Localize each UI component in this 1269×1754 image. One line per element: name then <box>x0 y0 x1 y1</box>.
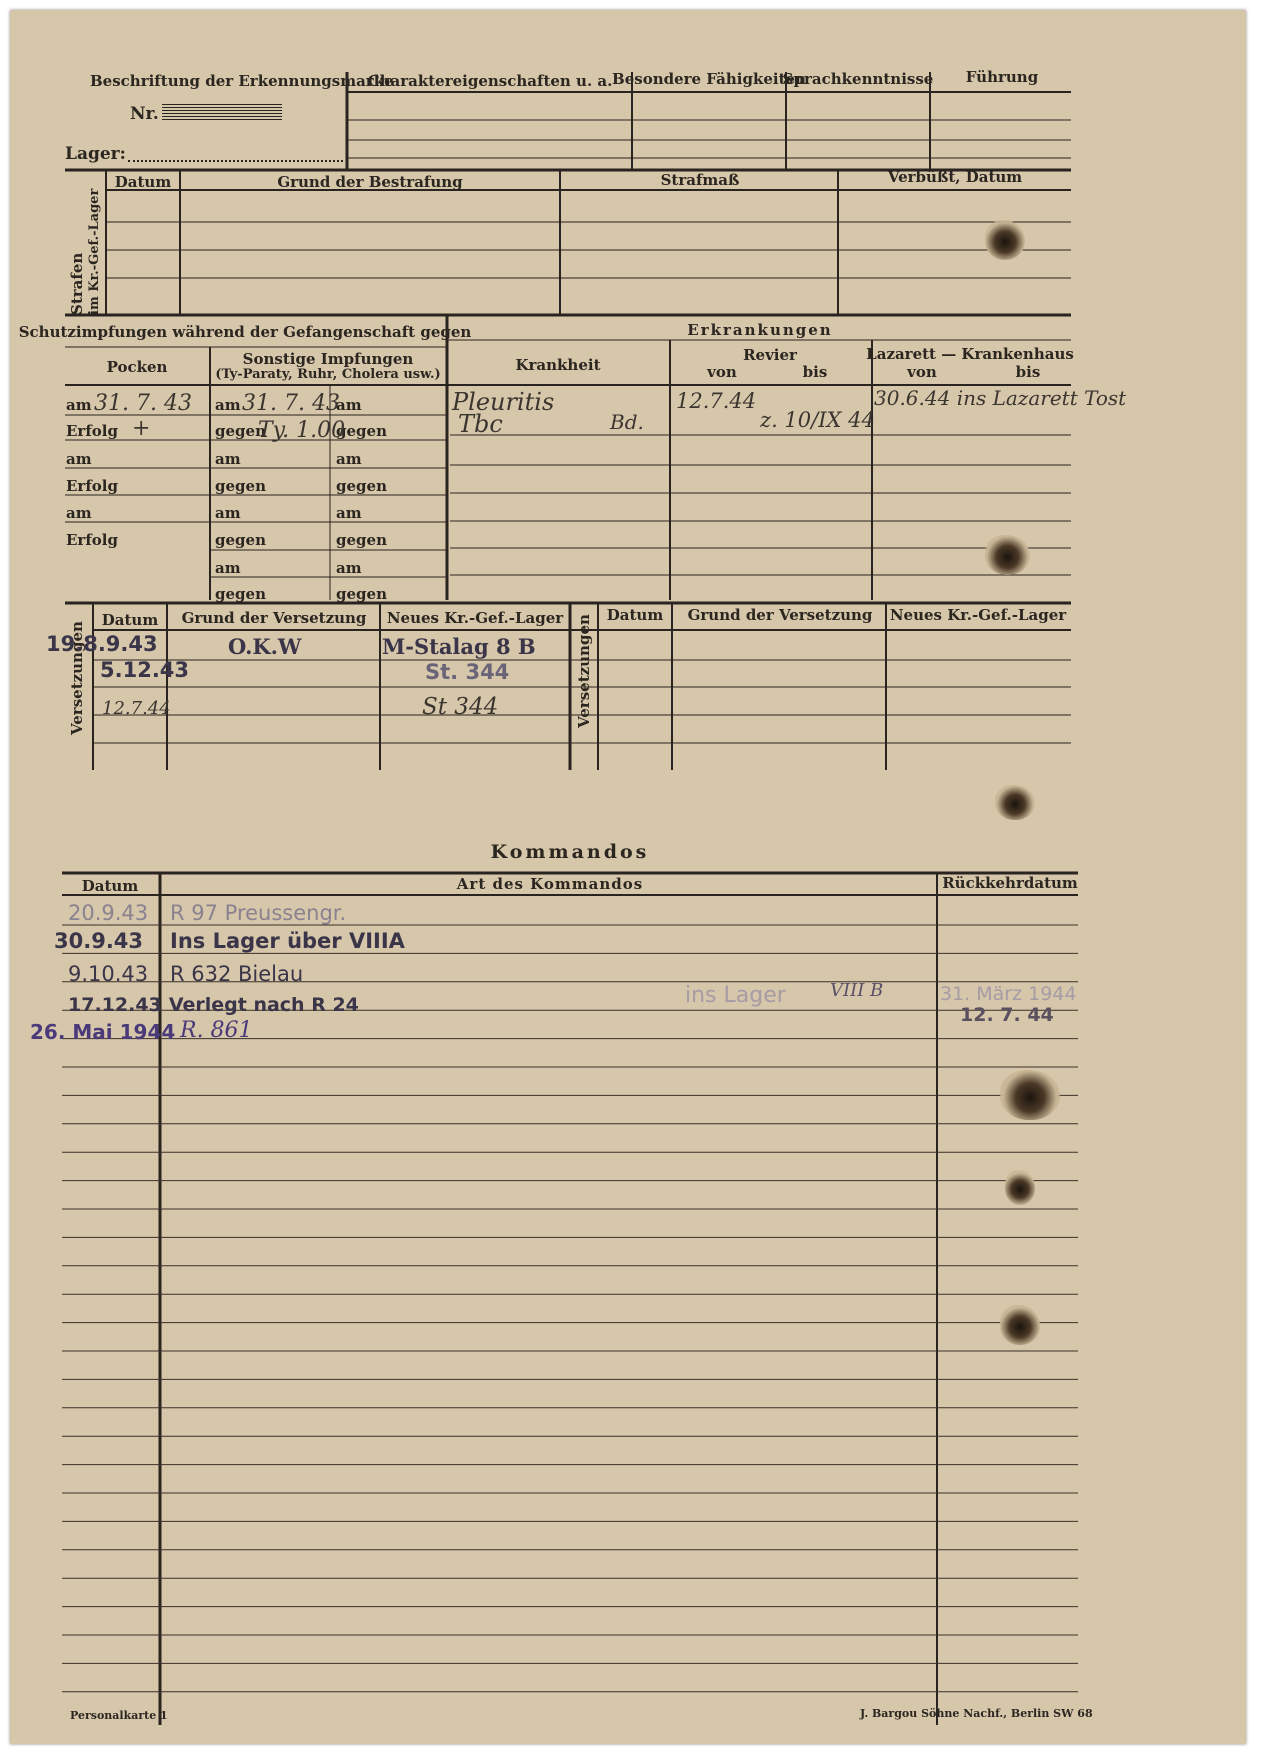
burn-hole-3 <box>995 785 1035 820</box>
lazarett-von: von <box>907 363 937 381</box>
kommando-art-1: R 97 Preussengr. <box>170 901 347 925</box>
col-sonstige-2: (Ty-Paraty, Ruhr, Cholera usw.) <box>215 367 441 382</box>
sonstige-gegen-1: gegen <box>215 422 266 440</box>
col-vers-grund-left: Grund der Versetzung <box>181 609 367 627</box>
hw-sonstige-gegen: Ty. 1.00 <box>258 418 346 443</box>
col-vers-lager-right: Neues Kr.-Gef.-Lager <box>889 606 1067 624</box>
burn-hole-1 <box>985 220 1025 260</box>
col-vers-datum-left: Datum <box>101 611 159 629</box>
kommando-datum-4: 17.12.43 <box>68 994 162 1016</box>
sonstige-am-2: am <box>215 450 241 468</box>
strafen-side-label-1: Strafen <box>68 252 86 315</box>
kommando-datum-1: 20.9.43 <box>68 901 149 925</box>
col-kommando-datum: Datum <box>81 877 139 895</box>
sonstige2-gegen-3: gegen <box>336 531 387 549</box>
col-fuehrung: Führung <box>965 68 1039 86</box>
vers-lager-3: St 344 <box>422 694 499 720</box>
burn-hole-5 <box>1005 1170 1035 1205</box>
pocken-am-2: am <box>66 450 92 468</box>
pocken-erfolg-2: Erfolg <box>66 477 118 495</box>
hw-sonstige-am: 31. 7. 43 <box>242 391 340 416</box>
col-kommando-art: Art des Kommandos <box>456 875 644 893</box>
col-revier: Revier <box>743 346 797 364</box>
col-sonstige-1: Sonstige Impfungen <box>242 350 414 368</box>
hw-pocken-erfolg: + <box>132 416 151 441</box>
col-charakter: Charaktereigenschaften u. a. <box>367 72 613 90</box>
sonstige-gegen-2: gegen <box>215 477 266 495</box>
col-pocken: Pocken <box>106 358 168 376</box>
kommando-datum-3: 9.10.43 <box>68 962 149 986</box>
sonstige2-am-3: am <box>336 504 362 522</box>
col-vers-datum-right: Datum <box>606 606 664 624</box>
col-straf-datum: Datum <box>114 173 172 191</box>
col-lazarett: Lazarett — Krankenhaus <box>866 345 1074 363</box>
col-vers-grund-right: Grund der Versetzung <box>687 606 873 624</box>
nr-label: Nr. <box>130 104 159 124</box>
kommandos-title: Kommandos <box>490 841 650 863</box>
erkennungsmarke-label: Beschriftung der Erkennungsmarke <box>90 72 394 90</box>
lager-dotted-line <box>128 160 343 162</box>
revier-von: von <box>707 363 737 381</box>
footer-right: J. Bargou Söhne Nachf., Berlin SW 68 <box>860 1707 1093 1720</box>
col-sprachen: Sprachkenntnisse <box>782 70 934 88</box>
pocken-am-1: am <box>66 396 92 414</box>
hw-krankheit-2: Tbc <box>458 410 503 438</box>
vers-lager-2: St. 344 <box>425 660 510 684</box>
hw-revier-von: 12.7.44 <box>676 389 757 413</box>
hw-pocken-am: 31. 7. 43 <box>94 391 192 416</box>
rueckkehr-hw: 12. 7. 44 <box>960 1004 1054 1026</box>
footer-left: Personalkarte 1 <box>70 1709 168 1722</box>
hw-lazarett: 30.6.44 ins Lazarett Tost <box>874 386 1127 410</box>
versetzungen-side-label-right: Versetzungen <box>575 614 593 728</box>
hw-revier-bis: z. 10/IX 44 <box>760 408 875 432</box>
lager-label: Lager: <box>65 144 126 164</box>
sonstige-gegen-4: gegen <box>215 585 266 603</box>
col-vers-lager-left: Neues Kr.-Gef.-Lager <box>386 609 564 627</box>
col-faehigkeiten: Besondere Fähigkeiten <box>612 70 806 88</box>
col-rueckkehr: Rückkehrdatum <box>942 874 1078 892</box>
sonstige2-am-2: am <box>336 450 362 468</box>
kommando-art-5: R. 861 <box>180 1018 253 1043</box>
strafen-side-label-2: im Kr.-Gef.-Lager <box>87 188 102 315</box>
lazarett-bis: bis <box>1015 363 1041 381</box>
kommando-art-4: . Verlegt nach R 24 <box>155 994 359 1016</box>
sonstige2-am-1: am <box>336 396 362 414</box>
burn-hole-2 <box>985 535 1030 575</box>
vers-lager-1: M-Stalag 8 B <box>382 634 536 659</box>
sonstige-gegen-3: gegen <box>215 531 266 549</box>
revier-bis: bis <box>802 363 828 381</box>
hw-krankheit-1: Pleuritis <box>452 388 555 416</box>
sonstige2-gegen-1: gegen <box>336 422 387 440</box>
sonstige-am-1: am <box>215 396 241 414</box>
vers-datum-3: 12.7.44 <box>102 698 171 719</box>
sonstige2-gegen-2: gegen <box>336 477 387 495</box>
vers-grund-1: O.K.W <box>228 634 302 659</box>
kommando-datum-5: 26. Mai 1944 <box>30 1020 176 1044</box>
pocken-erfolg-1: Erfolg <box>66 422 118 440</box>
erkrankungen-title: Erkrankungen <box>687 321 833 339</box>
kommando-datum-2: 30.9.43 <box>54 929 144 953</box>
sonstige-am-4: am <box>215 559 241 577</box>
pocken-erfolg-3: Erfolg <box>66 531 118 549</box>
nr-value-lines <box>162 104 282 120</box>
hw-krankheit-3: Bd. <box>610 410 644 434</box>
col-strafmass: Strafmaß <box>660 171 740 189</box>
versetzungen-side-label-left: Versetzungen <box>68 621 86 735</box>
burn-hole-6 <box>1000 1305 1040 1345</box>
col-straf-grund: Grund der Bestrafung <box>277 173 463 191</box>
sonstige2-am-4: am <box>336 559 362 577</box>
kommando-art-2: Ins Lager über VIIIA <box>170 929 405 953</box>
burn-hole-4 <box>1000 1070 1060 1120</box>
personalkarte-back-page <box>10 10 1246 1744</box>
sonstige-am-3: am <box>215 504 241 522</box>
col-verbuesst: Verbüßt, Datum <box>887 168 1023 186</box>
rueckkehr-stamp: 31. März 1944 <box>940 983 1077 1005</box>
col-krankheit: Krankheit <box>515 356 601 374</box>
impfungen-title: Schutzimpfungen während der Gefangenschaft gegen <box>18 323 472 341</box>
kommando-art-3: R 632 Bielau <box>170 962 304 986</box>
stamp-ins-lager: ins Lager <box>685 983 786 1008</box>
sonstige2-gegen-4: gegen <box>336 585 387 603</box>
hw-lager-viii-b: VIII B <box>830 980 884 1001</box>
vers-datum-2: 5.12.43 <box>100 658 190 682</box>
vers-datum-1: 19.8.9.43 <box>46 632 158 656</box>
pocken-am-3: am <box>66 504 92 522</box>
